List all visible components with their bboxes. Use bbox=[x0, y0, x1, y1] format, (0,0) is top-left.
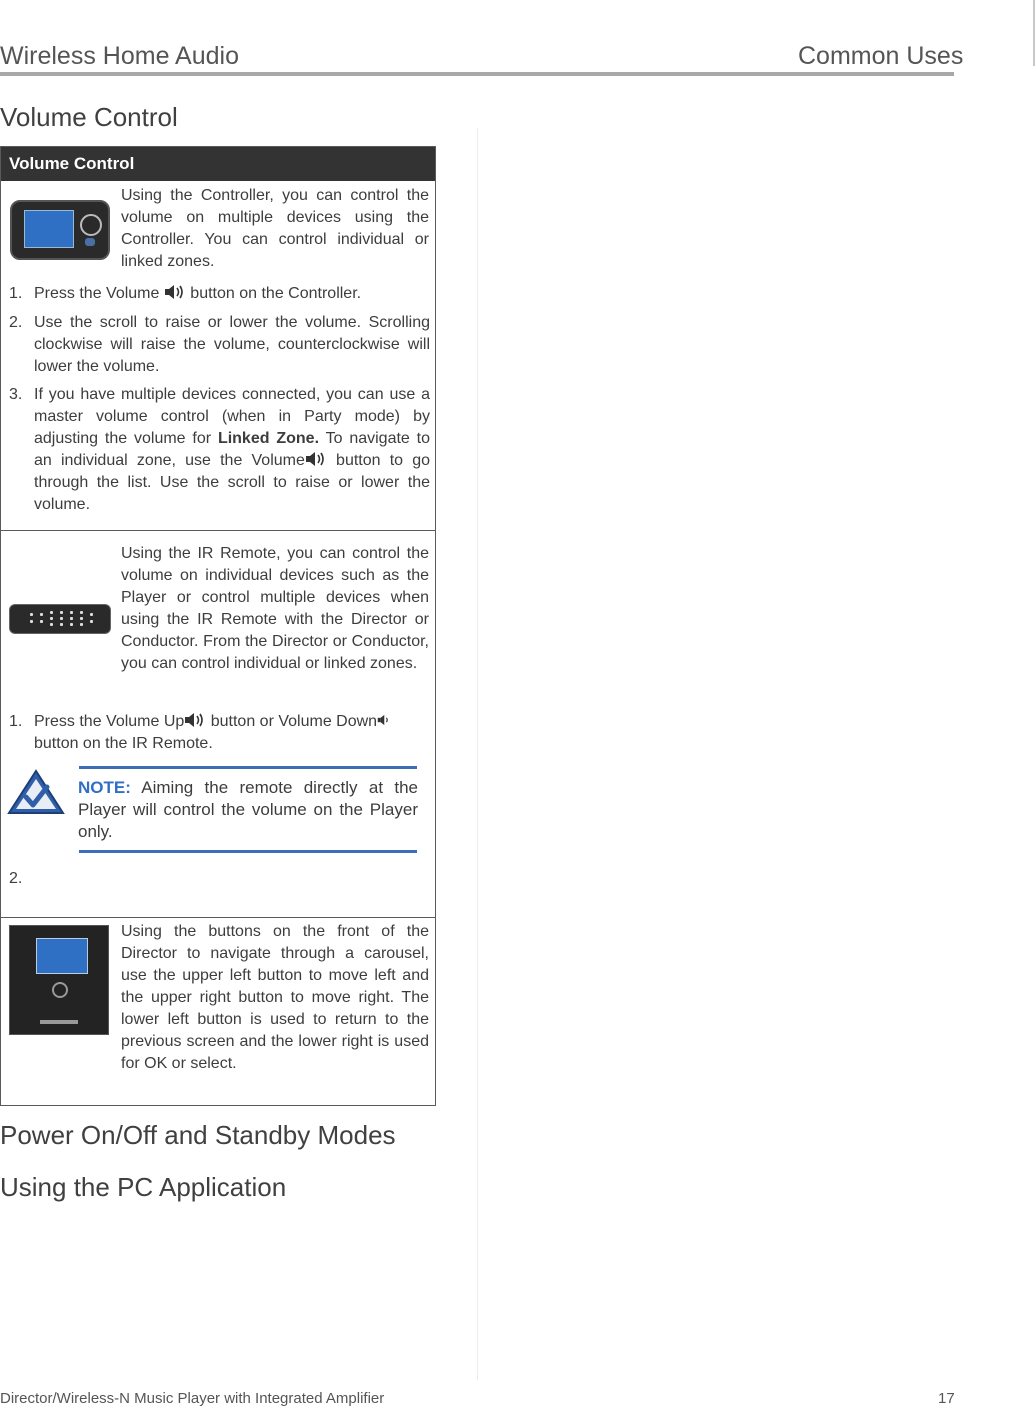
step-3-middle: To navigate to an individual zone, use the Volume bbox=[34, 430, 431, 469]
director-screen bbox=[36, 938, 88, 974]
linked-zone-term: Linked Zone. bbox=[217, 430, 320, 447]
step-1-text bbox=[34, 283, 430, 305]
step-3-before: If you have multiple devices connected, you can use a master volume control (when in Party mode) by adjusting the volume for bbox=[34, 386, 430, 447]
volume-speaker-icon bbox=[164, 284, 186, 300]
director-intro: Using the buttons on the front of the Director to navigate through a carousel, use the upper left button to move left and the upper right button to move right. The lower left button is used to return to the previous screen and the lower right is used for OK or select. bbox=[121, 923, 429, 1072]
volume-up-icon bbox=[184, 712, 206, 728]
controller-button bbox=[85, 238, 95, 246]
note-text bbox=[78, 777, 418, 843]
note-body: Aiming the remote directly at the Player will control the volume on the Player only. bbox=[78, 778, 418, 841]
volume-control-panel bbox=[0, 146, 436, 1106]
header-right: Common Uses bbox=[798, 42, 964, 70]
volume-down-icon bbox=[377, 712, 393, 728]
checkmark-note-icon bbox=[7, 769, 65, 815]
step-3-text bbox=[34, 384, 430, 516]
step-number: 1. bbox=[9, 285, 23, 302]
controller-image bbox=[10, 200, 110, 260]
panel-header bbox=[1, 147, 435, 181]
pc-app-heading: Using the PC Application bbox=[0, 1172, 287, 1202]
controller-scroll-wheel bbox=[80, 214, 102, 236]
volume-speaker-icon bbox=[305, 451, 327, 467]
controller-intro: Using the Controller, you can control the volume on multiple devices using the Controller. You can control individual or linked zones. bbox=[121, 187, 429, 270]
column-divider bbox=[477, 128, 478, 1380]
panel-divider bbox=[1, 530, 435, 531]
remote-step-after: button on the IR Remote. bbox=[34, 735, 213, 752]
director-logo bbox=[40, 1020, 78, 1024]
remote-step-before: Press the Volume Up bbox=[34, 713, 185, 730]
step-3-after: button to go through the list. Use the scroll to raise or lower the volume. bbox=[34, 452, 430, 513]
panel-divider bbox=[1, 917, 435, 918]
page-number: 17 bbox=[938, 1390, 955, 1407]
step-1-before: Press the Volume bbox=[34, 285, 160, 302]
header-left: Wireless Home Audio bbox=[0, 42, 239, 70]
footer-title: Director/Wireless-N Music Player with Integrated Amplifier bbox=[0, 1390, 385, 1407]
remote-step-middle: button or Volume Down bbox=[206, 713, 378, 730]
step-number: 3. bbox=[9, 386, 23, 403]
step-number: 2. bbox=[9, 870, 23, 887]
step-number: 2. bbox=[9, 314, 23, 331]
step-number: 1. bbox=[9, 713, 23, 730]
note-top-rule bbox=[79, 766, 417, 769]
note-bottom-rule bbox=[79, 850, 417, 853]
header-rule bbox=[0, 72, 954, 76]
step-2-text: Use the scroll to raise or lower the volume. Scrolling clockwise will raise the volume, counterclockwise will lower the volume. bbox=[34, 314, 430, 375]
panel-title: Volume Control bbox=[9, 154, 135, 173]
edge-marker bbox=[1033, 0, 1035, 66]
controller-screen bbox=[24, 210, 74, 248]
note-label: NOTE: bbox=[78, 778, 131, 797]
power-button-icon bbox=[52, 982, 68, 998]
step-1-after: button on the Controller. bbox=[185, 285, 362, 302]
remote-step-1-text bbox=[34, 711, 430, 755]
ir-remote-image bbox=[9, 604, 111, 634]
ir-remote-intro: Using the IR Remote, you can control the volume on individual devices such as the Player or control multiple devices when using the IR Remote with the Director or Conductor. From the Director or Conductor, you can control individual or linked zones. bbox=[121, 545, 429, 672]
section-title: Volume Control bbox=[0, 102, 178, 132]
power-heading: Power On/Off and Standby Modes bbox=[0, 1120, 396, 1150]
director-image bbox=[9, 925, 109, 1035]
